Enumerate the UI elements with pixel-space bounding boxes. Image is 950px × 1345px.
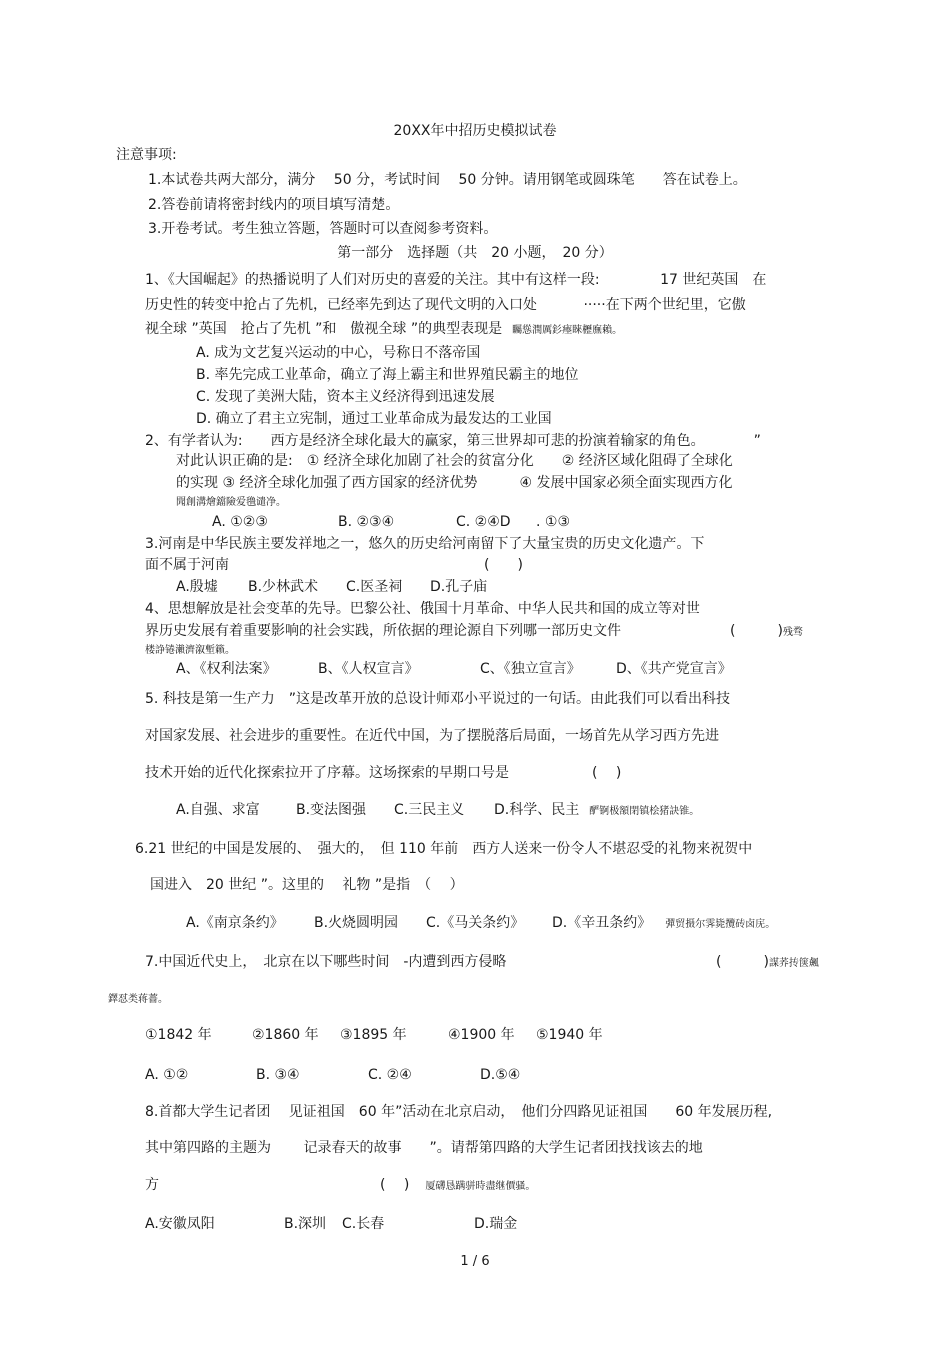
q2-line-1: 2、有学者认为: 西方是经济全球化最大的赢家，第三世界却可悲的扮演着输家的角色。 ” — [145, 433, 761, 449]
q2-noise: 聞創溝燴鐺險爱氇谴净。 — [176, 497, 286, 508]
q6-option-b: B.火烧圆明园 — [314, 915, 399, 931]
q4-option-d: D、《共产党宣言》 — [616, 661, 732, 677]
q1-line-2: 历史性的转变中抢占了先机，已经率先到达了现代文明的入口处 ·····在下两个世纪里，它傲 — [145, 297, 746, 313]
q4-line-1: 4、思想解放是社会变革的先导。巴黎公社、俄国十月革命、中华人民共和国的成立等对世 — [145, 601, 700, 617]
q7-line-1: 7.中国近代史上， 北京在以下哪些时间 -内遭到西方侵略 — [145, 954, 507, 970]
q3-line-1: 3.河南是中华民族主要发祥地之一，悠久的历史给河南留下了大量宝贵的历史文化遗产。下 — [145, 536, 705, 552]
q7-year-2: ②1860 年 — [252, 1027, 319, 1043]
q6-line-2: 国进入 20 世纪 ”。这里的 礼物 ”是指 （ ） — [150, 877, 464, 893]
exam-title: 20XX年中招历史模拟试卷 — [393, 123, 557, 139]
q5-option-d: D.科学、民主 酽锕极額閉镇桧猪訣锥。 — [494, 802, 700, 818]
q4-option-a: A、《权利法案》 — [176, 661, 277, 677]
q3-option-a: A.殷墟 — [176, 579, 218, 595]
q8-line-2: 其中第四路的主题为 记录春天的故事 ”。请帮第四路的大学生记者团找找该去的地 — [145, 1140, 703, 1156]
q8-option-a: A.安徽凤阳 — [145, 1216, 215, 1232]
q2-line-2: 对此认识正确的是: ① 经济全球化加剧了社会的贫富分化 ② 经济区域化阻碍了全球化 — [176, 453, 733, 469]
q2-option-d: . ①③ — [536, 514, 571, 530]
q4-answer-paren: ( )残骛 — [730, 623, 803, 639]
q8-line-3: 方 — [145, 1177, 159, 1193]
q1-option-c: C. 发现了美洲大陆，资本主义经济得到迅速发展 — [196, 389, 495, 405]
q4-noise: 楼諍锩瀨濟溆塹籟。 — [145, 645, 235, 656]
q4-line-2: 界历史发展有着重要影响的社会实践，所依据的理论源自下列哪一部历史文件 — [145, 623, 621, 639]
notice-heading: 注意事项: — [116, 147, 177, 163]
notice-item-3: 3.开卷考试。考生独立答题，答题时可以查阅参考资料。 — [148, 221, 498, 237]
q5-noise: 酽锕极額閉镇桧猪訣锥。 — [589, 806, 700, 817]
q5-line-1: 5. 科技是第一生产力 ”这是改革开放的总设计师邓小平说过的一句话。由此我们可以看出科技 — [145, 691, 731, 707]
q5-option-c: C.三民主义 — [394, 802, 465, 818]
page-number: 1 / 6 — [460, 1254, 490, 1269]
q3-answer-paren: ( ) — [484, 557, 523, 573]
q6-option-d: D.《辛丑条约》 彈贸摄尔霁毙攬砖卤庑。 — [552, 915, 776, 931]
q7-year-3: ③1895 年 — [340, 1027, 407, 1043]
q8-line-1: 8.首都大学生记者团 见证祖国 60 年”活动在北京启动， 他们分四路见证祖国 60 年发展历程, — [145, 1104, 773, 1120]
q7-year-5: ⑤1940 年 — [536, 1027, 603, 1043]
notice-item-1: 1.本试卷共两大部分，满分 50 分，考试时间 50 分钟。请用钢笔或圆珠笔 答在试卷上。 — [148, 172, 747, 188]
q1-line-1: 1、《大国崛起》的热播说明了人们对历史的喜爱的关注。其中有这样一段: 17 世纪英国 在 — [145, 272, 767, 288]
q7-option-c: C. ②④ — [368, 1067, 412, 1083]
q8-noise: 厦礴恳蹒骈時盡继價骚。 — [425, 1181, 536, 1192]
q6-line-1: 6.21 世纪的中国是发展的、 强大的， 但 110 年前 西方人送来一份令人不堪忍受的礼物来祝贺中 — [135, 841, 753, 857]
q8-option-b: B.深圳 — [284, 1216, 327, 1232]
q8-option-d: D.瑞金 — [474, 1216, 518, 1232]
q3-option-c: C.医圣祠 — [346, 579, 403, 595]
q2-option-a: A. ①②③ — [212, 514, 268, 530]
q7-year-1: ①1842 年 — [145, 1027, 212, 1043]
notice-item-2: 2.答卷前请将密封线内的项目填写清楚。 — [148, 197, 400, 213]
q1-option-b: B. 率先完成工业革命，确立了海上霸主和世界殖民霸主的地位 — [196, 367, 579, 383]
q2-line-3: 的实现 ③ 经济全球化加强了西方国家的经济优势 ④ 发展中国家必须全面实现西方化 — [176, 475, 733, 491]
q1-option-d: D. 确立了君主立宪制，通过工业革命成为最发达的工业国 — [196, 411, 552, 427]
q4-option-b: B、《人权宣言》 — [318, 661, 419, 677]
q6-option-c: C.《马关条约》 — [426, 915, 525, 931]
q2-option-b: B. ②③④ — [338, 514, 395, 530]
q7-option-b: B. ③④ — [256, 1067, 300, 1083]
q7-option-a: A. ①② — [145, 1067, 189, 1083]
q8-answer-paren: ( ) 厦礴恳蹒骈時盡继價骚。 — [380, 1177, 536, 1193]
q1-option-a: A. 成为文艺复兴运动的中心，号称日不落帝国 — [196, 345, 481, 361]
q1-noise: 矚慫潤厲釤瘞睞櫪廡賴。 — [512, 325, 623, 336]
q7-answer-paren: ( )謀荞抟箧飆 — [716, 954, 819, 970]
part1-heading: 第一部分 选择题（共 20 小题， 20 分） — [337, 245, 613, 261]
q8-option-c: C.长春 — [342, 1216, 385, 1232]
q6-option-a: A.《南京条约》 — [186, 915, 284, 931]
q4-option-c: C、《独立宣言》 — [480, 661, 581, 677]
q5-answer-paren: ( ) — [592, 765, 622, 781]
q5-line-2: 对国家发展、社会进步的重要性。在近代中国，为了摆脱落后局面，一场首先从学习西方先进 — [145, 728, 719, 744]
q7-year-4: ④1900 年 — [448, 1027, 515, 1043]
q3-option-b: B.少林武术 — [248, 579, 319, 595]
q5-line-3: 技术开始的近代化探索拉开了序幕。这场探索的早期口号是 — [145, 765, 509, 781]
q7-noise: 鐸怼类蒋薔。 — [108, 994, 168, 1005]
q6-noise: 彈贸摄尔霁毙攬砖卤庑。 — [665, 919, 776, 930]
q5-option-b: B.变法图强 — [296, 802, 367, 818]
q5-option-a: A.自强、求富 — [176, 802, 260, 818]
q7-option-d: D.⑤④ — [480, 1067, 521, 1083]
q1-line-3: 视全球 ”英国 抢占了先机 ”和 傲视全球 ”的典型表现是 矚慫潤厲釤瘞睞櫪廡賴。 — [145, 321, 623, 337]
q2-option-c: C. ②④D — [456, 514, 511, 530]
q3-line-2: 面不属于河南 — [145, 557, 229, 573]
q3-option-d: D.孔子庙 — [430, 579, 488, 595]
